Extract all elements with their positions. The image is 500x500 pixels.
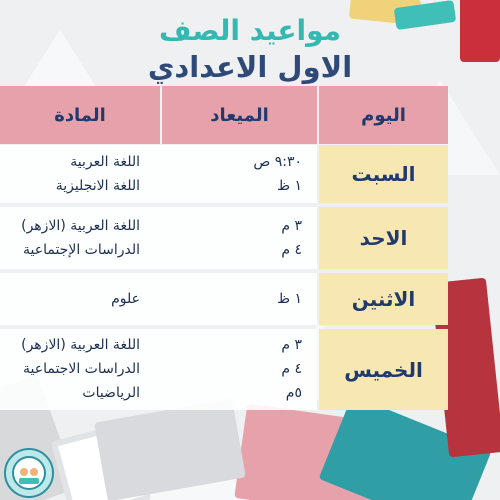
subject-cell: اللغة العربية <box>70 154 140 170</box>
table-row <box>0 273 317 325</box>
time-cell: ٩:٣٠ ص <box>253 154 302 170</box>
table-row <box>0 145 317 203</box>
schedule-table <box>0 145 448 415</box>
header-day: اليوم <box>319 86 448 144</box>
day-cell-monday: الاثنين <box>319 273 448 325</box>
header-subject: المادة <box>0 86 160 144</box>
subject-cell: اللغة العربية (الازهر) <box>21 337 140 353</box>
time-cell: ٣ م <box>281 337 302 353</box>
day-cell-thursday: الخميس <box>319 329 448 410</box>
day-cell-saturday: السبت <box>319 145 448 203</box>
table-row <box>0 207 317 269</box>
day-cell-sunday: الاحد <box>319 207 448 269</box>
header-time: الميعاد <box>162 86 317 144</box>
subject-cell: الدراسات الاجتماعية <box>23 361 140 377</box>
time-cell: ١ ظ <box>277 178 302 194</box>
time-cell: ٤ م <box>281 361 302 377</box>
subject-cell: الرياضيات <box>82 385 140 401</box>
time-cell: ٣ م <box>281 218 302 234</box>
school-logo-icon <box>4 448 54 498</box>
time-cell: ٤ م <box>281 242 302 258</box>
subject-cell: اللغة الانجليزية <box>55 178 140 194</box>
subject-cell: علوم <box>111 291 140 307</box>
subject-cell: الدراسات الإجتماعية <box>23 242 140 258</box>
time-cell: ٥م <box>285 385 302 401</box>
table-row <box>0 329 317 410</box>
time-cell: ١ ظ <box>277 291 302 307</box>
page-title: مواعيد الصف <box>158 14 341 47</box>
subject-cell: اللغة العربية (الازهر) <box>21 218 140 234</box>
page-subtitle: الاول الاعدادي <box>147 50 353 84</box>
